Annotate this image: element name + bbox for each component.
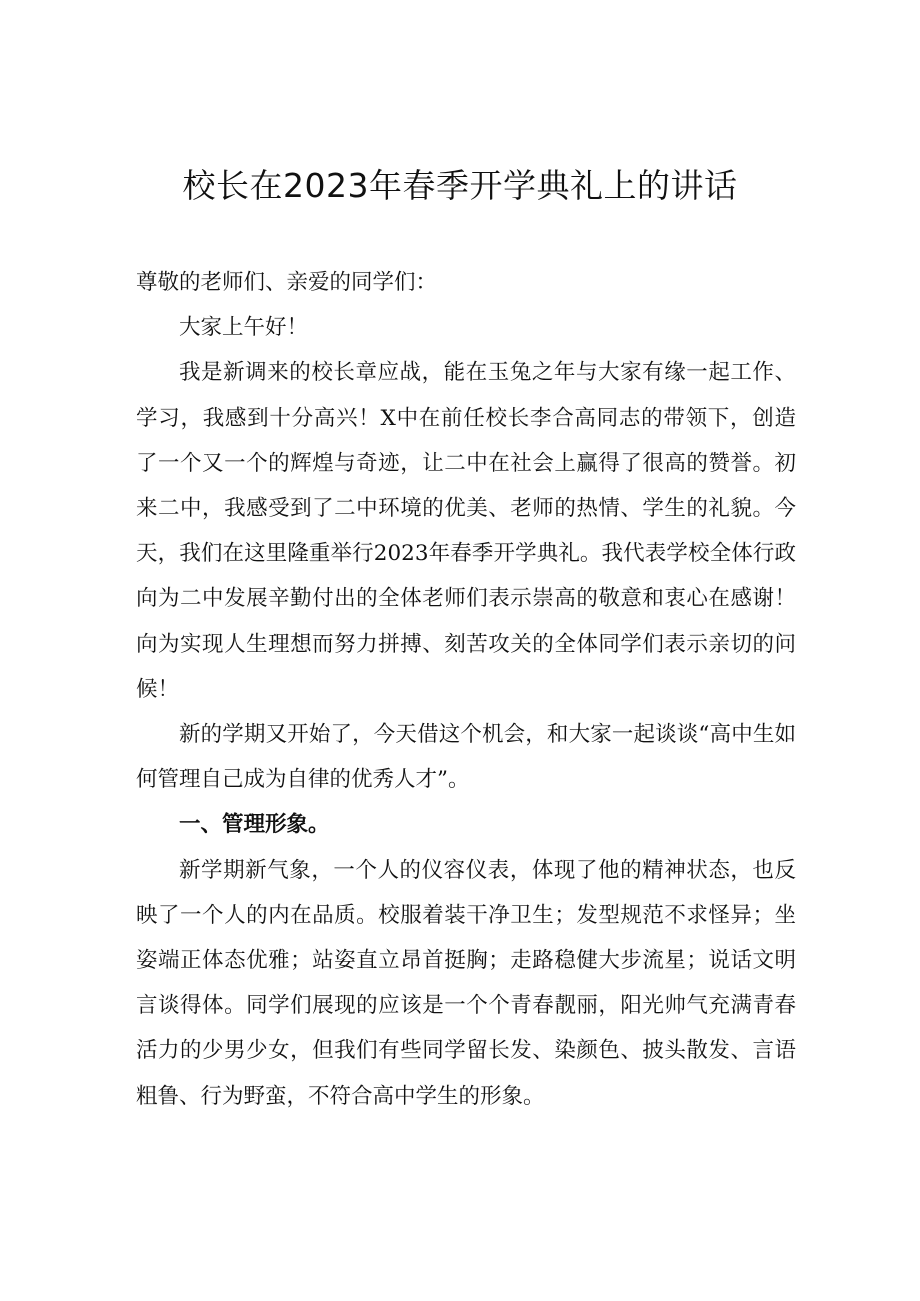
greeting-paragraph: 大家上午好！ (179, 315, 309, 341)
salutation: 尊敬的老师们、亲爱的同学们： (136, 270, 438, 295)
section-paragraph: 新学期新气象，一个人的仪容仪表，体现了他的精神状态，也反映了一个人的内在品质。校服着装干净卫生；发型规范不求怪异；坐姿端正体态优雅；站姿直立昂首挺胸；走路稳健大步流星；说话文明言谈得体。同学们展现的应该是一个个青春靓丽，阳光帅气充满青春活力的少男少女，但我们有些同学留长发、染颜色、披头散发、言语粗鲁、行为野蛮，不符合高中学生的形象。 (136, 857, 796, 1109)
document-body (136, 260, 796, 1119)
section-heading: 一、管理形象。 (179, 812, 330, 838)
document-title: 校长在2023年春季开学典礼上的讲话 (182, 166, 738, 205)
topic-paragraph: 新的学期又开始了，今天借这个机会，和大家一起谈谈“高中生如何管理自己成为自律的优秀人才”。 (136, 722, 796, 793)
introduction-paragraph: 我是新调来的校长章应战，能在玉兔之年与大家有缘一起工作、学习，我感到十分高兴！X中在前任校长李合高同志的带领下，创造了一个又一个的辉煌与奇迹，让二中在社会上赢得了很高的赞誉。初来二中，我感受到了二中环境的优美、老师的热情、学生的礼貌。今天，我们在这里隆重举行2023年春季开学典礼。我代表学校全体行政向为二中发展辛勤付出的全体老师们表示崇高的敬意和衷心在感谢！向为实现人生理想而努力拼搏、刻苦攻关的全体同学们表示亲切的问候！ (136, 360, 796, 702)
